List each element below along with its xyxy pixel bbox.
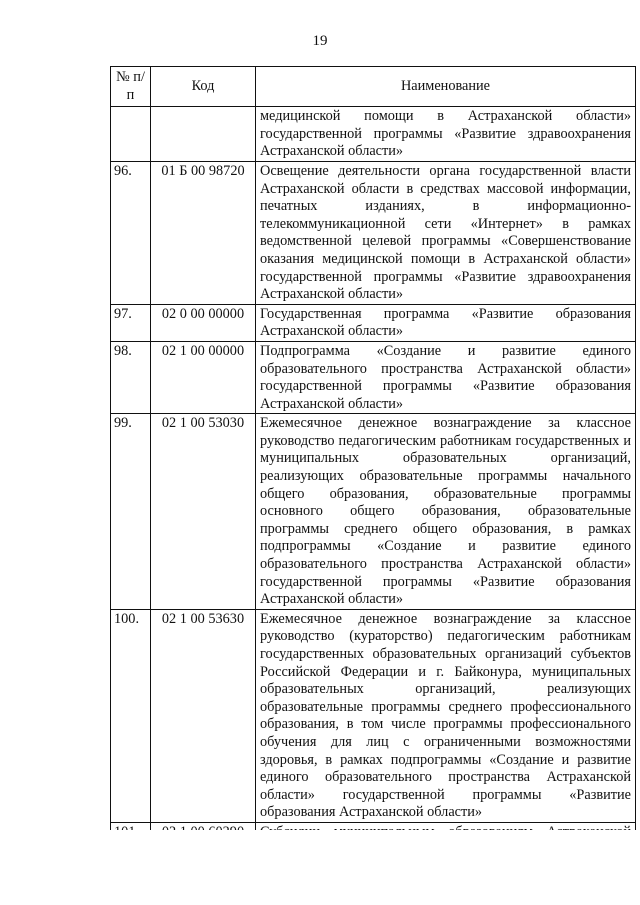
row-name: Государственная программа «Развитие образования Астраханской области» [256, 304, 636, 341]
row-name: Ежемесячное денежное вознаграждение за классное руководство (кураторство) педагогическим работникам государственных образовательных организаций субъектов Российской Федерации и г. Байконура, муниципальных образовательных организаций, реализующих образовательные программы среднего профессионального образования, в том числе программы профессионального обучения для лиц с ограниченными возможностями здоровья, в рамках подпрограммы «Создание и развитие единого образовательного пространства Астраханской области» государственной программы «Развитие образования Астраханской области» [256, 609, 636, 822]
table-row [111, 341, 636, 413]
row-name: медицинской помощи в Астраханской области» государственной программы «Развитие здравоохранения Астраханской области» [256, 107, 636, 162]
table-row [111, 304, 636, 341]
row-name: Ежемесячное денежное вознаграждение за классное руководство педагогическим работникам государственных и муниципальных образовательных организаций, реализующих образовательные программы начального общего образования, образовательные программы основного общего образования, образовательные программы среднего общего образования, в рамках подпрограммы «Создание и развитие единого образовательного пространства Астраханской области» государственной программы «Развитие образования Астраханской области» [256, 414, 636, 610]
table-row [111, 161, 636, 304]
row-num [111, 107, 151, 162]
row-code: 02 1 00 00000 [151, 341, 256, 413]
row-code: 01 Б 00 98720 [151, 161, 256, 304]
row-code [151, 107, 256, 162]
row-code: 02 1 00 53630 [151, 609, 256, 822]
row-name: Освещение деятельности органа государственной власти Астраханской области в средствах массовой информации, печатных изданиях, в информационно-телекоммуникационной сети «Интернет» в рамках ведомственной целевой программы «Совершенствование оказания медицинской помощи в Астраханской области» государственной программы «Развитие здравоохранения Астраханской области» [256, 161, 636, 304]
row-code: 02 0 00 00000 [151, 304, 256, 341]
table-row [111, 107, 636, 162]
header-name: Наименование [256, 67, 636, 107]
page-bottom-margin [0, 830, 640, 905]
row-num: 100. [111, 609, 151, 822]
row-name: Подпрограмма «Создание и развитие единого образовательного пространства Астраханской области» государственной программы «Развитие образования Астраханской области» [256, 341, 636, 413]
row-num: 97. [111, 304, 151, 341]
row-code: 02 1 00 53030 [151, 414, 256, 610]
row-num: 98. [111, 341, 151, 413]
header-code: Код [151, 67, 256, 107]
table-row [111, 609, 636, 822]
page-number: 19 [312, 33, 328, 49]
row-num: 96. [111, 161, 151, 304]
codes-table [110, 66, 636, 860]
row-num: 99. [111, 414, 151, 610]
table-header-row [111, 67, 636, 107]
table-row [111, 414, 636, 610]
header-num: № п/п [111, 67, 151, 107]
